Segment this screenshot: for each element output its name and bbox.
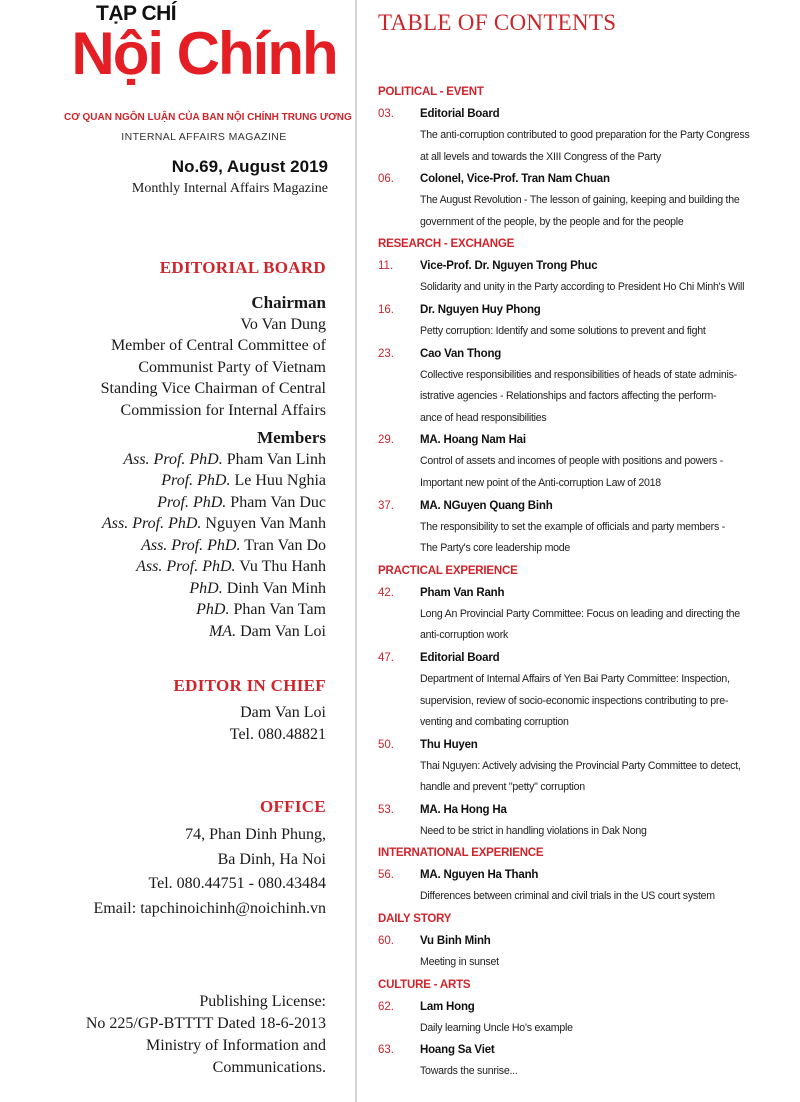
toc-description-line: at all levels and towards the XIII Congress of the Party [420, 150, 661, 163]
office-email: Email: tapchinoichinh@noichinh.vn [93, 899, 326, 917]
toc-description-line: Long An Provincial Party Committee: Focus on leading and directing the [420, 607, 740, 620]
member-row [0, 599, 326, 621]
member-name: Le Huu Nghia [234, 472, 326, 489]
member-row [0, 513, 326, 535]
toc-section-heading: PRACTICAL EXPERIENCE [378, 564, 518, 577]
toc-description [420, 365, 790, 430]
member-title: Ass. Prof. PhD. [123, 450, 223, 468]
toc-entry-body [420, 1039, 790, 1083]
member-row [0, 492, 326, 514]
toc-entry[interactable] [378, 168, 790, 233]
toc-author: Pham Van Ranh [420, 586, 505, 599]
toc-entry-body [420, 734, 790, 799]
toc-description-line: ance of head responsibilities [420, 411, 547, 424]
toc-section-heading: POLITICAL - EVENT [378, 86, 484, 98]
member-title: MA. [208, 622, 237, 640]
member-row [0, 470, 326, 492]
toc-entry-body [420, 495, 790, 560]
toc-author: MA. Nguyen Ha Thanh [420, 869, 539, 882]
toc-page-number: 23. [378, 347, 394, 360]
member-title: Ass. Prof. PhD. [102, 515, 202, 532]
toc-entry[interactable] [378, 930, 790, 974]
toc-entry-body [420, 582, 790, 647]
toc-description [420, 1018, 790, 1040]
toc-entry[interactable] [378, 429, 790, 494]
member-name: Vu Thu Hanh [239, 558, 326, 575]
toc-page-number: 60. [378, 935, 394, 948]
toc-description-line: Important new point of the Anti-corruption Law of 2018 [420, 476, 661, 489]
toc-page-number: 16. [378, 303, 394, 316]
chairman-label: Chairman [251, 293, 326, 312]
license-line: Publishing License: [199, 993, 326, 1010]
toc-page-number: 03. [378, 108, 394, 120]
toc-entry-body [420, 930, 790, 974]
toc-entry-body [420, 799, 790, 843]
toc-description-line: Need to be strict in handling violations in Dak Nong [420, 824, 647, 837]
member-title: Prof. PhD. [157, 493, 227, 511]
toc-entry[interactable] [378, 799, 790, 843]
toc-description-line: Daily learning Uncle Ho's example [420, 1021, 573, 1034]
member-name: Nguyen Van Manh [205, 515, 326, 532]
toc-author: Lam Hong [420, 1000, 475, 1013]
chairman-line: Vo Van Dung [240, 315, 326, 333]
column-divider [355, 0, 357, 1102]
member-name: Phan Van Tam [233, 601, 326, 618]
toc-section-heading: CULTURE - ARTS [378, 978, 471, 991]
license-line: Communications. [212, 1059, 326, 1076]
toc-page-number: 06. [378, 173, 394, 186]
toc-entry[interactable] [378, 1039, 790, 1083]
editor-in-chief-heading: EDITOR IN CHIEF [173, 676, 326, 695]
toc-page-number: 42. [378, 586, 394, 599]
office [0, 823, 326, 921]
toc-entry[interactable] [378, 103, 790, 168]
toc-section-heading: RESEARCH - EXCHANGE [378, 238, 515, 251]
table-of-contents [378, 0, 790, 1102]
toc-page-number: 56. [378, 869, 394, 882]
toc-description-line: Towards the sunrise... [420, 1065, 518, 1078]
toc-description-line: The August Revolution - The lesson of gaining, keeping and building the [420, 194, 740, 207]
member-title: Ass. Prof. PhD. [136, 558, 236, 575]
member-row [0, 621, 326, 643]
toc-description [420, 669, 790, 734]
toc-description [420, 517, 790, 560]
toc-entry-body [420, 168, 790, 233]
chairman-line: Commission for Internal Affairs [120, 401, 326, 419]
toc-page-number: 29. [378, 434, 394, 447]
toc-entry-body [420, 255, 790, 299]
toc-entry-body [420, 647, 790, 734]
toc-entry-body [420, 343, 790, 430]
toc-author: Cao Van Thong [420, 347, 502, 360]
toc-entry[interactable] [378, 299, 790, 343]
toc-entry-body [420, 429, 790, 494]
toc-section-heading: DAILY STORY [378, 913, 452, 926]
toc-description [420, 190, 790, 233]
toc-description [420, 321, 790, 343]
toc-author: Editorial Board [420, 651, 500, 664]
toc-author: MA. NGuyen Quang Binh [420, 499, 553, 512]
toc-page-number: 50. [378, 738, 394, 751]
member-title: Prof. PhD. [161, 472, 231, 489]
toc-entry[interactable] [378, 864, 790, 908]
toc-list [378, 81, 790, 1083]
toc-entry[interactable] [378, 495, 790, 560]
toc-description [420, 952, 790, 974]
toc-entry-body [420, 299, 790, 343]
chairman-line: Standing Vice Chairman of Central [100, 380, 326, 397]
toc-page-number: 53. [378, 803, 394, 816]
toc-author: Thu Huyen [420, 738, 478, 751]
office-tel: Tel. 080.44751 - 080.43484 [148, 875, 326, 892]
toc-entry-body [420, 864, 790, 908]
toc-description-line: supervision, review of socio-economic inspections contributing to pre- [420, 694, 729, 707]
toc-description-line: Control of assets and incomes of people with positions and powers - [420, 455, 724, 468]
member-name: Dinh Van Minh [226, 579, 326, 597]
toc-author: Vu Binh Minh [420, 935, 491, 948]
toc-page-number: 62. [378, 1000, 394, 1013]
member-row [0, 556, 326, 578]
toc-description-line: Solidarity and unity in the Party according to President Ho Chi Minh's Will [420, 281, 745, 294]
toc-description [420, 886, 790, 908]
toc-description-line: venting and combating corruption [420, 716, 569, 729]
toc-description [420, 1061, 790, 1083]
office-heading: OFFICE [259, 797, 326, 816]
toc-description [420, 451, 790, 494]
toc-description-line: anti-corruption work [420, 629, 509, 642]
chairman-line: Member of Central Committee of [110, 337, 326, 354]
toc-description-line: Meeting in sunset [420, 956, 499, 969]
toc-entry-body [420, 103, 790, 168]
toc-description-line: Petty corruption: Identify and some solutions to prevent and fight [420, 324, 706, 337]
toc-description [420, 821, 790, 843]
member-name: Pham Van Duc [230, 493, 326, 511]
toc-description-line: The responsibility to set the example of officials and party members - [420, 520, 725, 533]
toc-author: MA. Ha Hong Ha [420, 803, 507, 816]
editor-tel: Tel. 080.48821 [229, 725, 326, 743]
editor-name: Dam Van Loi [240, 704, 326, 721]
toc-entry[interactable] [378, 255, 790, 299]
member-name: Dam Van Loi [240, 622, 326, 640]
toc-description-line: The Party's core leadership mode [420, 542, 571, 555]
masthead-column [0, 0, 352, 1102]
toc-description [420, 604, 790, 647]
toc-title: TABLE OF CONTENTS [378, 10, 617, 35]
member-name: Pham Van Linh [226, 450, 326, 468]
toc-description-line: Collective responsibilities and responsibilities of heads of state adminis- [420, 368, 737, 381]
members-label: Members [257, 428, 326, 447]
issue-description: Monthly Internal Affairs Magazine [131, 181, 328, 196]
toc-description-line: Differences between criminal and civil trials in the US court system [420, 890, 715, 903]
member-title: Ass. Prof. PhD. [141, 536, 241, 554]
toc-description-line: Thai Nguyen: Actively advising the Provincial Party Committee to detect, [420, 759, 741, 772]
toc-description-line: Department of Internal Affairs of Yen Bai Party Committee: Inspection, [420, 672, 730, 685]
member-title: PhD. [189, 579, 223, 597]
editor-in-chief [0, 702, 326, 745]
toc-entry[interactable] [378, 343, 790, 430]
members-list [0, 449, 326, 643]
toc-author: Colonel, Vice-Prof. Tran Nam Chuan [420, 173, 610, 186]
magazine-pre-title: TẠP CHÍ [96, 2, 177, 25]
toc-author: MA. Hoang Nam Hai [420, 434, 526, 447]
license-line: Ministry of Information and [146, 1037, 326, 1054]
toc-entry[interactable] [378, 734, 790, 799]
toc-description [420, 125, 790, 168]
toc-entry[interactable] [378, 647, 790, 734]
toc-page-number: 63. [378, 1044, 394, 1057]
toc-author: Editorial Board [420, 108, 500, 120]
toc-author: Vice-Prof. Dr. Nguyen Trong Phuc [420, 260, 598, 273]
member-row [0, 535, 326, 557]
toc-author: Hoang Sa Viet [420, 1044, 495, 1057]
toc-description [420, 756, 790, 799]
editorial-board [0, 292, 326, 642]
magazine-logo: Nội Chính [71, 20, 337, 87]
toc-page-number: 11. [378, 260, 394, 273]
member-name: Tran Van Do [244, 536, 326, 554]
member-title: PhD. [196, 601, 230, 618]
issue-number: No.69, August 2019 [171, 157, 328, 176]
magazine-tagline: CƠ QUAN NGÔN LUẬN CỦA BAN NỘI CHÍNH TRUNG ƯƠNG [64, 112, 352, 123]
toc-page-number: 47. [378, 651, 394, 664]
editorial-board-heading: EDITORIAL BOARD [159, 258, 326, 277]
publishing-license [0, 991, 326, 1079]
office-address-1: 74, Phan Dinh Phung, [185, 826, 326, 843]
office-address-2: Ba Dinh, Ha Noi [217, 850, 326, 868]
toc-entry[interactable] [378, 582, 790, 647]
toc-author: Dr. Nguyen Huy Phong [420, 303, 541, 316]
chairman-line: Communist Party of Vietnam [138, 358, 326, 376]
toc-description [420, 277, 790, 299]
toc-description-line: government of the people, by the people and for the people [420, 215, 684, 228]
toc-page-number: 37. [378, 499, 394, 512]
magazine-subtitle: INTERNAL AFFAIRS MAGAZINE [121, 131, 287, 143]
toc-entry[interactable] [378, 996, 790, 1040]
license-line: No 225/GP-BTTTT Dated 18-6-2013 [85, 1015, 326, 1032]
toc-description-line: handle and prevent "petty" corruption [420, 781, 585, 794]
toc-description-line: The anti-corruption contributed to good preparation for the Party Congress [420, 129, 750, 141]
toc-section-heading: INTERNATIONAL EXPERIENCE [378, 847, 544, 860]
toc-description-line: istrative agencies - Relationships and factors affecting the perform- [420, 390, 717, 403]
member-row [0, 449, 326, 471]
member-row [0, 578, 326, 600]
toc-entry-body [420, 996, 790, 1040]
